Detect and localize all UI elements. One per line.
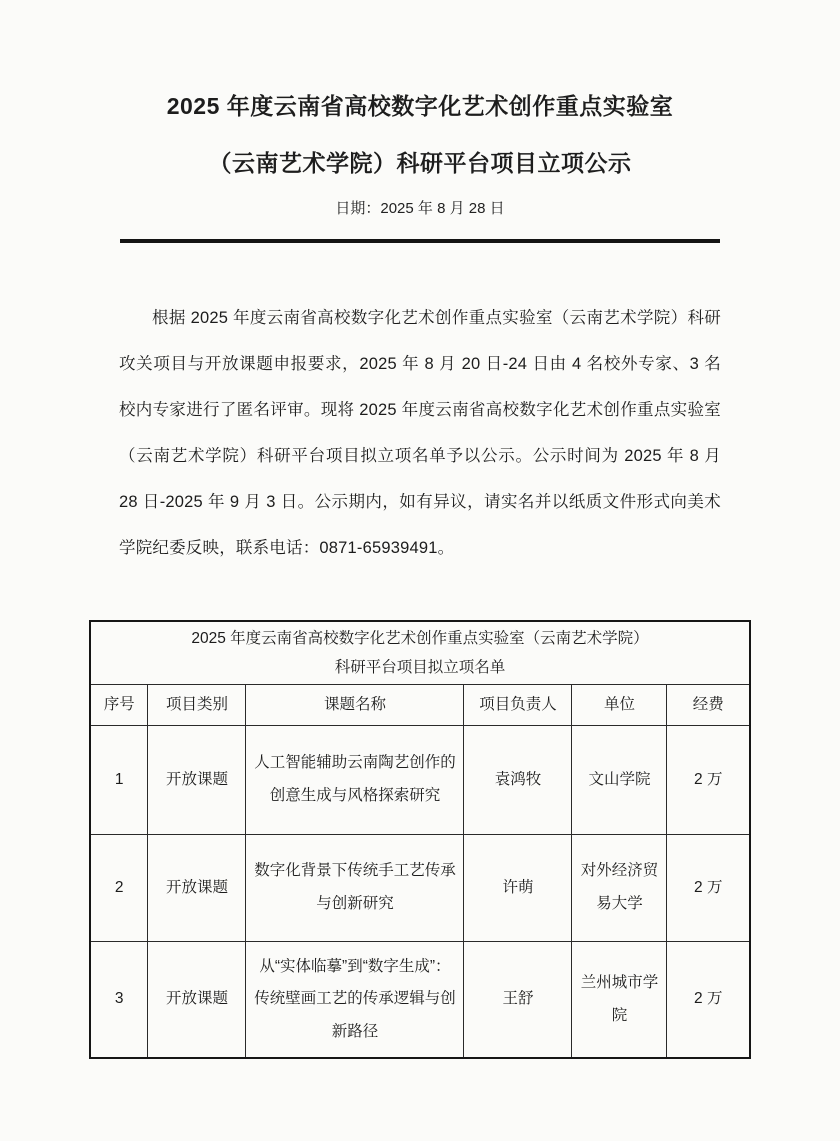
fund-cell: 2 万 <box>667 726 750 835</box>
fund-cell: 2 万 <box>667 942 750 1059</box>
header-leader: 项目负责人 <box>464 685 572 726</box>
header-project-title: 课题名称 <box>246 685 464 726</box>
table-row <box>90 942 750 1059</box>
header-seq: 序号 <box>90 685 148 726</box>
category-cell: 开放课题 <box>148 942 246 1059</box>
unit-cell: 兰州城市学院 <box>572 942 667 1059</box>
seq-cell: 3 <box>90 942 148 1059</box>
header-fund: 经费 <box>667 685 750 726</box>
body-paragraph: 根据 2025 年度云南省高校数字化艺术创作重点实验室（云南艺术学院）科研攻关项目与开放课题申报要求，2025 年 8 月 20 日-24 日由 4 名校外专家、3 名校内专家进行了匿名评审。现将 2025 年度云南省高校数字化艺术创作重点实验室（云南艺术学院）科研平台项目拟立项名单予以公示。公示时间为 2025 年 8 月 28 日-2025 年 9 月 3 日。公示期内，如有异议，请实名并以纸质文件形式向美术学院纪委反映，联系电话：0871-65939491。 <box>119 309 721 557</box>
seq-cell: 2 <box>90 835 148 942</box>
approval-list-table <box>89 620 751 1059</box>
project-title-cell: 从“实体临摹”到“数字生成”：传统壁画工艺的传承逻辑与创新路径 <box>246 942 464 1059</box>
project-title-cell: 人工智能辅助云南陶艺创作的创意生成与风格探索研究 <box>246 726 464 835</box>
header-category: 项目类别 <box>148 685 246 726</box>
header-unit: 单位 <box>572 685 667 726</box>
category-cell: 开放课题 <box>148 835 246 942</box>
leader-cell: 袁鸿牧 <box>464 726 572 835</box>
page-title-line-1: 2025 年度云南省高校数字化艺术创作重点实验室 <box>166 93 674 119</box>
date-line: 日期：2025 年 8 月 28 日 <box>335 200 505 217</box>
table-caption <box>90 621 750 685</box>
title-divider <box>120 239 720 243</box>
unit-cell: 对外经济贸易大学 <box>572 835 667 942</box>
table-header-row <box>90 685 750 726</box>
category-cell: 开放课题 <box>148 726 246 835</box>
page-title <box>0 78 840 192</box>
unit-cell: 文山学院 <box>572 726 667 835</box>
table-caption-row <box>90 621 750 685</box>
leader-cell: 许萌 <box>464 835 572 942</box>
seq-cell: 1 <box>90 726 148 835</box>
table-caption-line-1: 2025 年度云南省高校数字化艺术创作重点实验室（云南艺术学院） <box>191 630 649 647</box>
table-row <box>90 835 750 942</box>
leader-cell: 王舒 <box>464 942 572 1059</box>
table-row <box>90 726 750 835</box>
project-title-cell: 数字化背景下传统手工艺传承与创新研究 <box>246 835 464 942</box>
fund-cell: 2 万 <box>667 835 750 942</box>
table-caption-line-2: 科研平台项目拟立项名单 <box>334 659 506 676</box>
page-title-line-2: （云南艺术学院）科研平台项目立项公示 <box>208 150 632 176</box>
